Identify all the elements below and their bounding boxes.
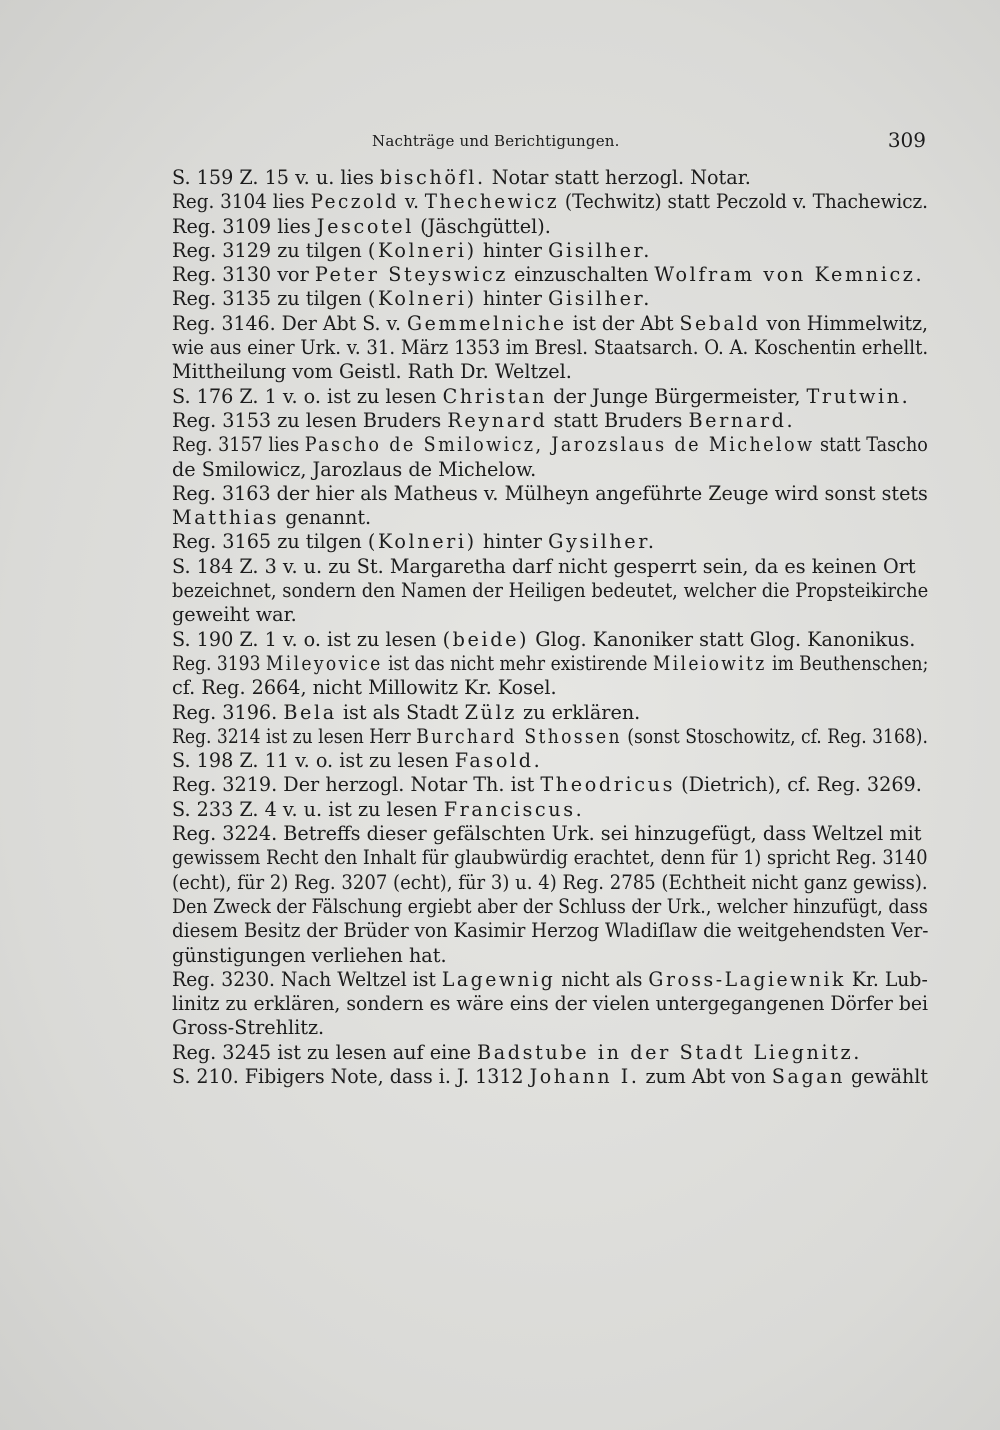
page-number: 309 xyxy=(887,128,926,152)
text-line xyxy=(172,870,928,895)
text-segment: S. 198 Z. 11 v. o. ist zu lesen xyxy=(172,749,455,773)
text-line xyxy=(172,433,928,457)
running-head: Nachträge und Berichtigungen. xyxy=(372,132,620,150)
text-line xyxy=(172,530,928,554)
text-segment: wie aus einer Urk. v. 31. März 1353 im Bresl. Staatsarch. O. A. Koschentin erhellt. xyxy=(172,336,929,360)
text-segment: Reg. 3230. Nach Weltzel ist xyxy=(172,967,442,991)
text-segment: hinter xyxy=(476,287,549,311)
spaced-name: Mileiowitz xyxy=(652,651,767,675)
text-line xyxy=(172,555,928,579)
text-line xyxy=(172,798,928,822)
text-segment: Reg. 3104 lies xyxy=(172,190,311,214)
spaced-name: Jescotel xyxy=(316,214,414,238)
spaced-name: Badstube in der Stadt Liegnitz. xyxy=(477,1040,862,1064)
text-segment: geweiht war. xyxy=(172,603,297,627)
text-line xyxy=(172,603,928,627)
spaced-name: Johann I. xyxy=(529,1064,640,1088)
text-segment: gewissem Recht den Inhalt für glaubwürdig erachtet, denn für 1) spricht Reg. 3140 xyxy=(172,846,928,870)
text-segment: im Beuthenschen; xyxy=(766,651,929,675)
text-segment: einzuschalten xyxy=(507,263,655,287)
text-segment: Reg. 3214 ist zu lesen Herr xyxy=(172,724,417,748)
text-line xyxy=(172,409,928,433)
text-line xyxy=(172,894,928,919)
text-segment: ist der Abt xyxy=(566,311,680,335)
text-line xyxy=(172,311,929,336)
text-segment: Reg. 3109 lies xyxy=(172,214,317,238)
text-segment: (Jäschgüttel). xyxy=(414,214,551,238)
text-segment: S. 184 Z. 3 v. u. zu St. Margaretha darf nicht gesperrt sein, da es keinen Ort xyxy=(172,554,916,578)
spaced-name: Bernard. xyxy=(688,408,796,432)
text-segment: Reg. 3163 der hier als Matheus v. Mülheyn angeführte Zeuge wird sonst stets xyxy=(172,481,928,505)
text-line xyxy=(172,1016,928,1040)
text-line xyxy=(172,773,928,797)
spaced-name: bischöfl. xyxy=(379,166,486,189)
text-segment: zu erklären. xyxy=(516,700,641,724)
spaced-name: (Kolneri) xyxy=(367,287,477,311)
text-segment: hinter xyxy=(476,530,549,554)
spaced-name: (Kolneri) xyxy=(367,530,477,554)
text-segment: Reg. 3129 zu tilgen xyxy=(172,238,368,262)
text-segment: bezeichnet, sondern den Namen der Heiligen bedeutet, welcher die Propsteikirche xyxy=(172,579,929,603)
text-segment: S. 176 Z. 1 v. o. ist zu lesen xyxy=(172,384,443,408)
body-text xyxy=(172,166,928,1089)
text-segment: diesem Besitz der Brüder von Kasimir Herzog Wladiſlaw die weitgehendsten Ver- xyxy=(172,919,929,943)
text-segment: gewählt xyxy=(844,1064,928,1088)
text-segment: Reg. 3157 lies xyxy=(172,433,305,457)
text-segment: ist als Stadt xyxy=(336,700,465,724)
text-segment: Reg. 3224. Betreffs dieser gefälschten Urk. sei hinzugefügt, dass Weltzel mit xyxy=(172,822,922,846)
text-segment: Reg. 3153 zu lesen Bruders xyxy=(172,408,448,432)
text-segment: ist das nicht mehr existirende xyxy=(382,651,653,675)
text-line xyxy=(172,215,928,239)
text-line xyxy=(172,1064,928,1089)
text-line xyxy=(172,651,929,676)
text-line xyxy=(172,579,929,603)
text-segment: Reg. 3146. Der Abt S. v. xyxy=(172,311,407,335)
spaced-name: Bela xyxy=(283,700,337,724)
spaced-name: (beide) xyxy=(442,627,530,651)
spaced-name: Pascho de Smilowicz, Jarozslaus de Michelow xyxy=(304,433,815,457)
text-line xyxy=(172,263,928,287)
spaced-name: Sagan xyxy=(771,1064,845,1088)
text-segment: Gross-Strehlitz. xyxy=(172,1016,325,1040)
spaced-name: Gysilher. xyxy=(548,530,657,554)
text-line xyxy=(172,385,928,409)
spaced-name: Burchard Sthossen xyxy=(416,724,622,748)
text-segment: Glog. Kanoniker statt Glog. Kanonikus. xyxy=(529,627,916,651)
text-segment: S. 210. Fibigers Note, dass i. J. 1312 xyxy=(172,1064,530,1088)
text-segment: (sonst Stoschowitz, cf. Reg. 3168). xyxy=(621,724,928,748)
spaced-name: Fasold. xyxy=(454,749,543,773)
text-segment: (Dietrich), cf. Reg. 3269. xyxy=(675,773,922,797)
spaced-name: Mileyovice xyxy=(265,651,383,675)
spaced-name: Franciscus. xyxy=(443,797,585,821)
text-line xyxy=(172,846,928,870)
text-line xyxy=(172,701,928,725)
text-segment: S. 159 Z. 15 v. u. lies xyxy=(172,166,380,189)
text-line xyxy=(172,458,928,482)
text-line xyxy=(172,967,928,992)
text-segment: Kr. Lub- xyxy=(845,967,928,991)
text-segment: Reg. 3165 zu tilgen xyxy=(172,530,368,554)
spaced-name: Gemmelniche xyxy=(406,311,567,335)
page-header xyxy=(172,128,926,154)
text-segment: Reg. 3130 vor xyxy=(172,263,315,287)
spaced-name: Gisilher. xyxy=(548,287,652,311)
text-segment: Reg. 3196. xyxy=(172,700,284,724)
spaced-name: Thechewicz xyxy=(424,190,560,214)
text-segment: von Himmelwitz, xyxy=(760,311,929,335)
text-segment: der Junge Bürgermeister, xyxy=(547,384,807,408)
text-segment: günstigungen verliehen hat. xyxy=(172,943,447,967)
text-segment: S. 233 Z. 4 v. u. ist zu lesen xyxy=(172,797,444,821)
spaced-name: Matthias xyxy=(172,506,280,530)
text-segment: hinter xyxy=(476,238,549,262)
text-line xyxy=(172,190,929,214)
text-line xyxy=(172,481,928,506)
text-line xyxy=(172,287,928,311)
spaced-name: (Kolneri) xyxy=(367,238,477,262)
text-segment: v. xyxy=(399,190,425,214)
text-segment: Den Zweck der Fälschung ergiebt aber der Schluss der Urk., welcher hinzufügt, dass xyxy=(172,894,928,918)
text-segment: de Smilowicz, Jarozlaus de Michelow. xyxy=(172,457,537,481)
text-line xyxy=(172,360,928,384)
text-segment: cf. Reg. 2664, nicht Millowitz Kr. Kosel. xyxy=(172,676,557,700)
text-segment: Reg. 3135 zu tilgen xyxy=(172,287,368,311)
text-line xyxy=(172,506,928,530)
text-segment: genannt. xyxy=(279,506,372,530)
spaced-name: Christan xyxy=(442,384,548,408)
text-line xyxy=(172,239,928,263)
text-segment: S. 190 Z. 1 v. o. ist zu lesen xyxy=(172,627,443,651)
text-line xyxy=(172,336,929,360)
text-segment: linitz zu erklären, sondern es wäre eins der vielen untergegangenen Dörfer bei xyxy=(172,992,928,1016)
spaced-name: Lagewnig xyxy=(441,967,556,991)
spaced-name: Theodricus xyxy=(540,773,676,797)
text-segment: Mittheilung vom Geistl. Rath Dr. Weltzel. xyxy=(172,360,572,384)
text-line xyxy=(172,992,928,1016)
text-line xyxy=(172,166,928,190)
text-line xyxy=(172,628,928,652)
text-segment: statt Tascho xyxy=(814,433,928,457)
spaced-name: Gisilher. xyxy=(548,238,652,262)
spaced-name: Trutwin. xyxy=(806,384,911,408)
spaced-name: Peczold xyxy=(310,190,400,214)
spaced-name: Peter Steyswicz xyxy=(314,263,508,287)
text-segment: (echt), für 2) Reg. 3207 (echt), für 3) u. 4) Reg. 2785 (Echtheit nicht ganz gewiss). xyxy=(172,870,928,894)
text-line xyxy=(172,822,928,846)
text-line xyxy=(172,676,928,700)
text-segment: Reg. 3245 ist zu lesen auf eine xyxy=(172,1040,478,1064)
text-segment: Reg. 3193 xyxy=(172,651,266,675)
text-segment: statt Bruders xyxy=(547,408,689,432)
text-segment: Notar statt herzogl. Notar. xyxy=(485,166,751,189)
spaced-name: Sebald xyxy=(679,311,761,335)
text-line xyxy=(172,944,928,968)
text-segment: Reg. 3219. Der herzogl. Notar Th. ist xyxy=(172,773,541,797)
text-segment: (Techwitz) statt Peczold v. Thachewicz. xyxy=(559,190,929,214)
text-line xyxy=(172,1041,928,1065)
text-segment: nicht als xyxy=(555,967,649,991)
text-line xyxy=(172,724,928,749)
text-segment: zum Abt von xyxy=(639,1064,772,1088)
spaced-name: Gross-Lagiewnik xyxy=(648,967,846,991)
spaced-name: Wolfram von Kemnicz. xyxy=(654,263,925,287)
text-line xyxy=(172,919,929,943)
text-line xyxy=(172,749,928,773)
spaced-name: Reynard xyxy=(447,408,548,432)
spaced-name: Zülz xyxy=(464,700,517,724)
